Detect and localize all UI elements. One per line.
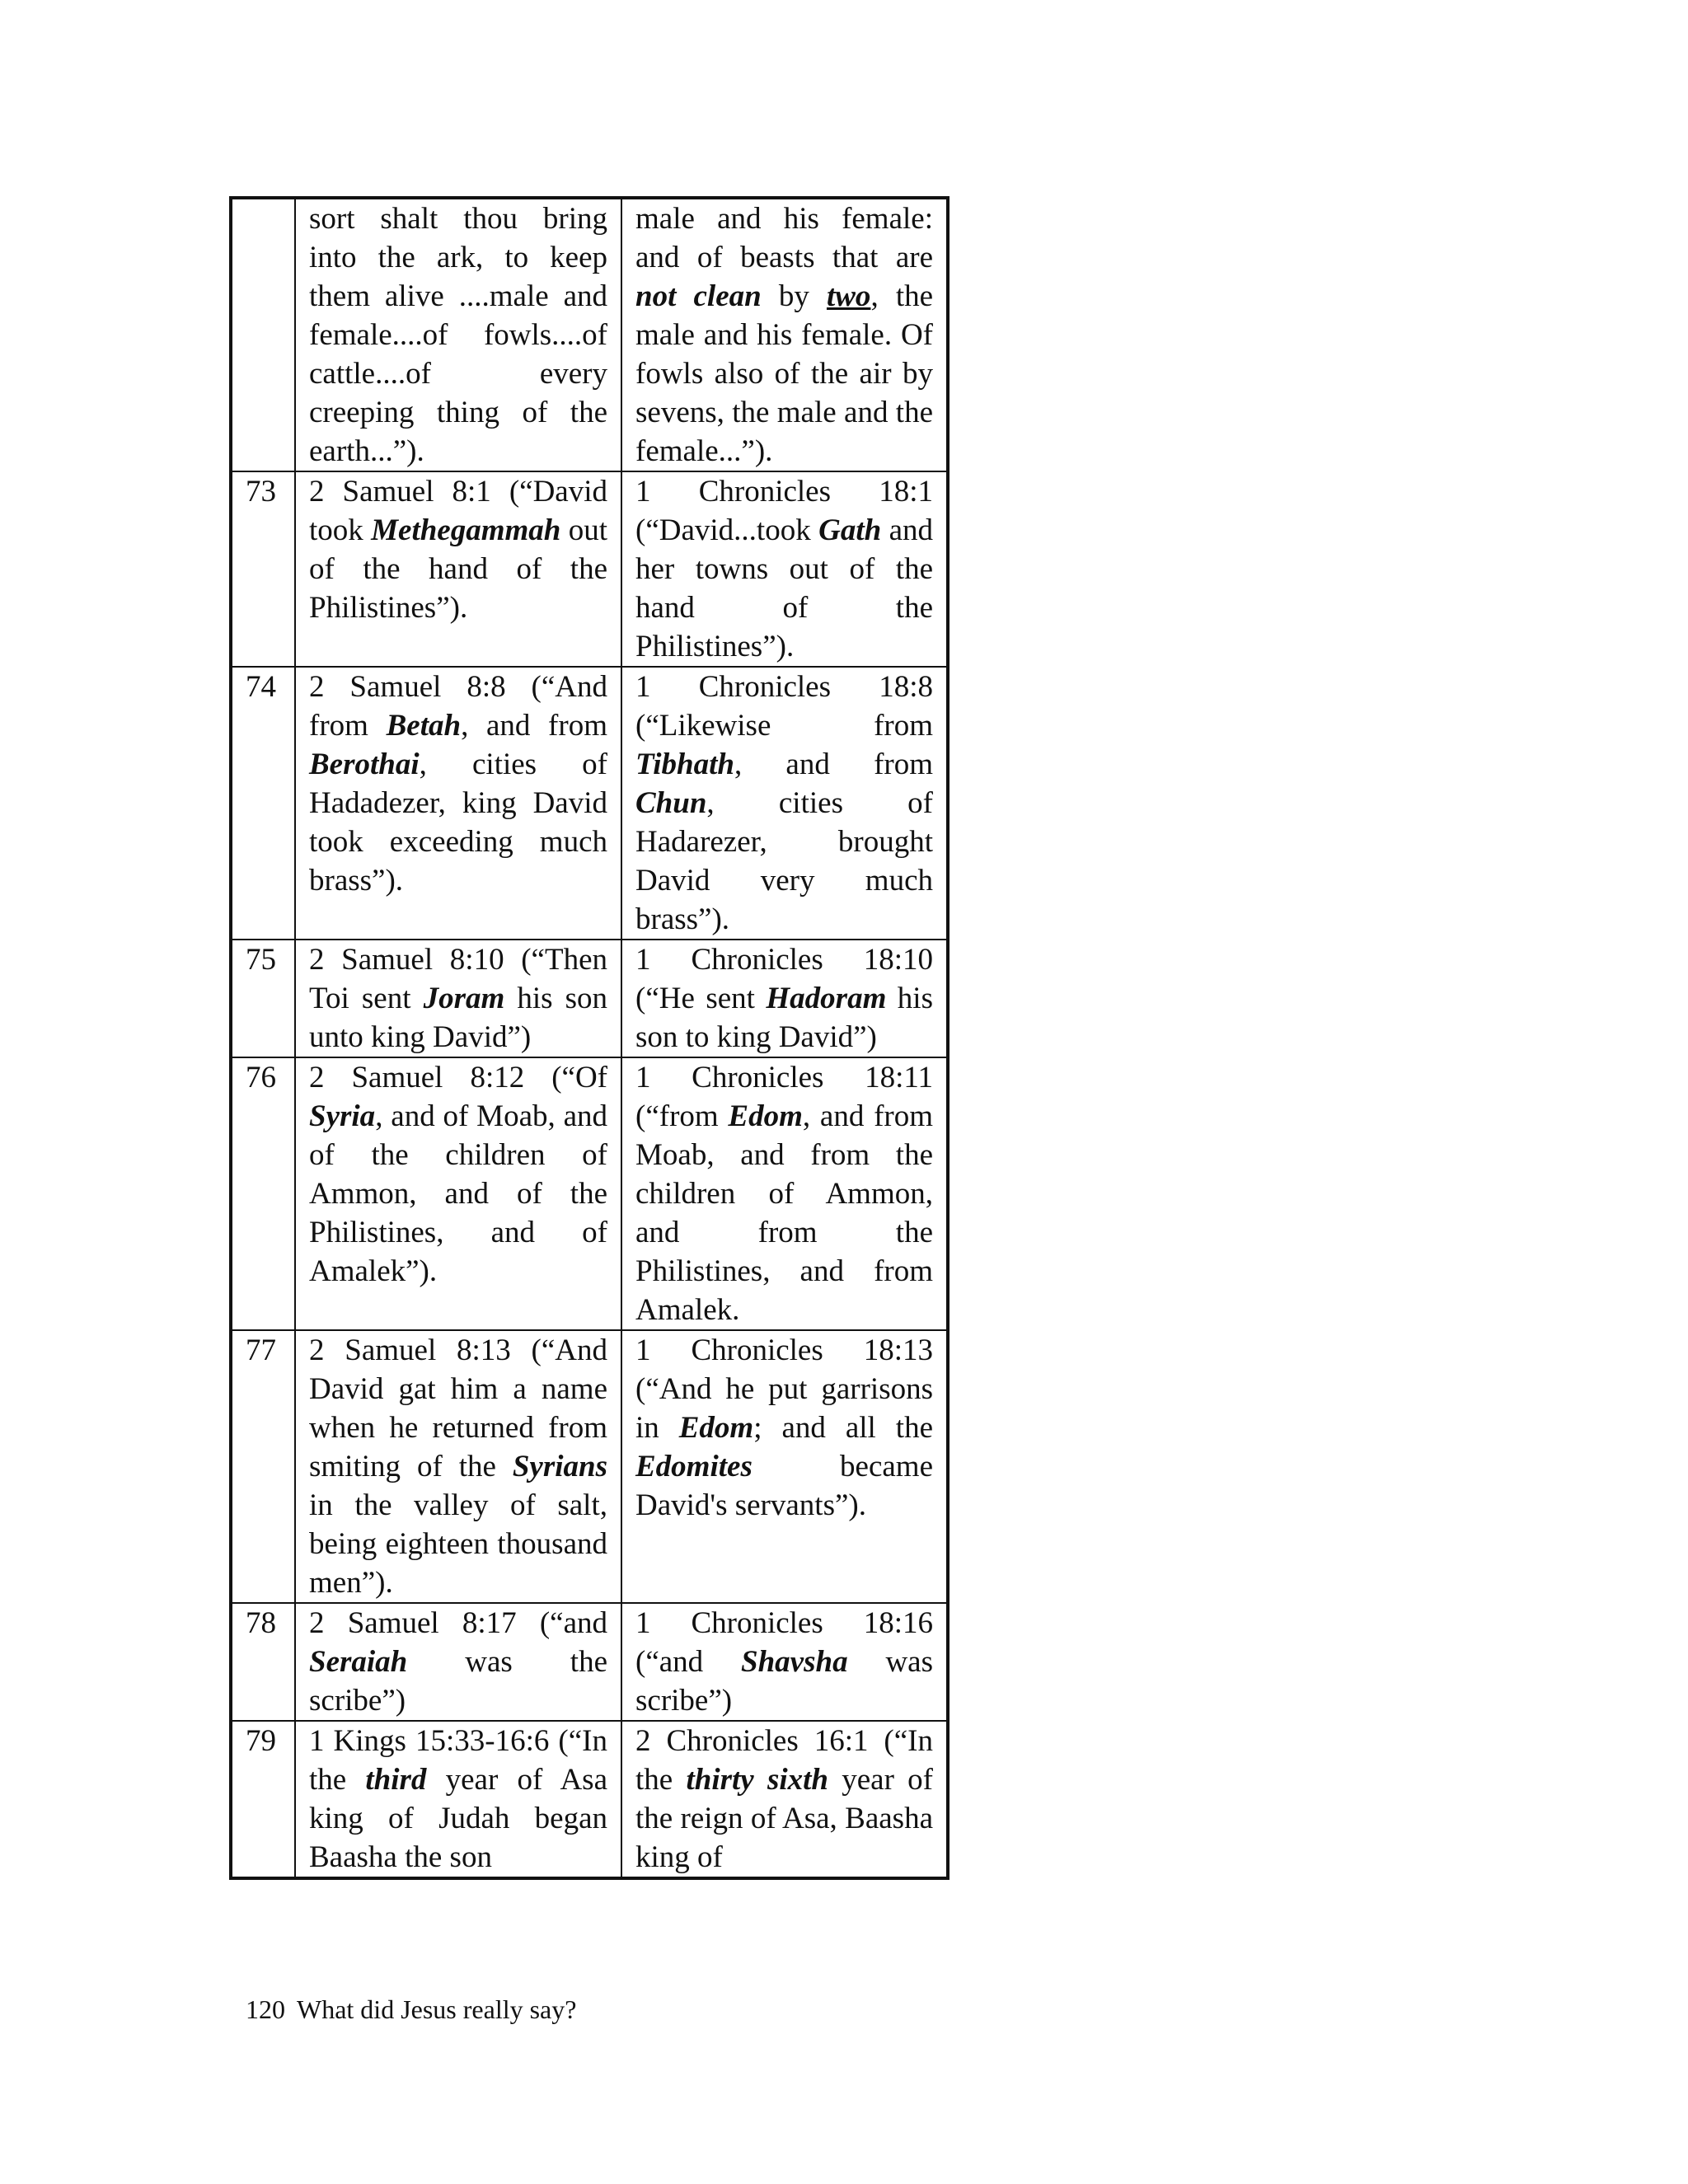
- emphasized-text: Berothai: [309, 748, 420, 781]
- emphasized-text: thirty sixth: [686, 1763, 828, 1797]
- row-number-cell: [231, 667, 295, 940]
- passage-b-text: [635, 940, 933, 1057]
- row-number: 78: [246, 1606, 276, 1640]
- table-row: [231, 1721, 948, 1878]
- contradictions-table-body: [231, 198, 948, 1878]
- emphasized-text: Joram: [423, 982, 505, 1015]
- emphasized-text: Chun: [635, 786, 707, 820]
- contradictions-table: [229, 196, 950, 1880]
- emphasized-text: Methegammah: [371, 513, 561, 547]
- passage-b-cell: [621, 471, 948, 667]
- text-run: out of the hand of the Philistines”).: [309, 513, 607, 625]
- row-number: 79: [246, 1724, 276, 1758]
- emphasized-text: Gath: [818, 513, 882, 547]
- passage-a-cell: [295, 1330, 621, 1603]
- text-run: year of Asa king of Judah began Baasha the son: [309, 1763, 607, 1874]
- passage-b-text: [635, 1331, 933, 1525]
- text-run: 1 Chronicles 18:11 (“from: [635, 1061, 933, 1133]
- text-run: 2 Chronicles 16:1 (“In the: [635, 1724, 933, 1797]
- passage-b-text: [635, 1058, 933, 1329]
- text-run: , the male and his female. Of fowls also of the air by sevens, the male and the female...”).: [635, 279, 934, 468]
- passage-a-cell: [295, 471, 621, 667]
- passage-a-text: [309, 472, 607, 627]
- table-row: [231, 1603, 948, 1721]
- passage-a-text: [309, 1604, 607, 1720]
- text-run: 1 Chronicles 18:16 (“and: [635, 1606, 933, 1679]
- passage-b-cell: [621, 198, 948, 471]
- text-run: 2 Samuel 8:8 (“And from: [309, 670, 607, 743]
- text-run: , and from: [461, 709, 607, 743]
- text-run: year of the reign of Asa, Baasha king of: [635, 1763, 933, 1874]
- emphasized-text: Seraiah: [309, 1645, 408, 1679]
- text-run: was scribe”): [635, 1645, 933, 1718]
- text-run: , cities of Hadadezer, king David took exceeding much brass”).: [309, 748, 607, 898]
- row-number-cell: [231, 1603, 295, 1721]
- text-run: sort shalt thou bring into the ark, to keep them alive ....male and female....of fowls....of cattle....of every creeping thing of the earth...”).: [309, 202, 607, 468]
- emphasized-text: not clean: [635, 279, 762, 313]
- text-run: became David's servants”).: [635, 1450, 933, 1522]
- text-run: was the scribe”): [309, 1645, 607, 1718]
- emphasized-text: Shavsha: [741, 1645, 848, 1679]
- emphasized-text: Syrians: [512, 1450, 607, 1483]
- text-run: 2 Samuel 8:17 (“and: [309, 1606, 607, 1640]
- emphasized-text: Edom: [728, 1099, 803, 1133]
- text-run: 1 Chronicles 18:1 (“David...took: [635, 475, 933, 547]
- passage-b-cell: [621, 1603, 948, 1721]
- text-run: by: [761, 279, 827, 313]
- text-run: , cities of Hadarezer, brought David very much brass”).: [635, 786, 933, 936]
- passage-a-text: [309, 199, 607, 471]
- passage-b-text: [635, 1604, 933, 1720]
- text-run: 2 Samuel 8:1 (“David took: [309, 475, 607, 547]
- passage-a-text: [309, 940, 607, 1057]
- text-run: and her towns out of the hand of the Philistines”).: [635, 513, 933, 663]
- emphasized-text: Hadoram: [766, 982, 887, 1015]
- passage-b-text: [635, 1722, 933, 1877]
- passage-a-text: [309, 668, 607, 900]
- passage-a-cell: [295, 1603, 621, 1721]
- text-run: 1 Chronicles 18:8 (“Likewise from: [635, 670, 933, 743]
- text-run: , and of Moab, and of the children of Ammon, and of the Philistines, and of Amalek”).: [309, 1099, 607, 1288]
- passage-b-text: [635, 472, 933, 666]
- page-number: 120: [246, 1994, 285, 2024]
- text-run: his son unto king David”): [309, 982, 607, 1054]
- passage-b-text: [635, 668, 933, 939]
- emphasized-text: two: [826, 279, 871, 313]
- row-number-cell: [231, 471, 295, 667]
- passage-b-cell: [621, 1057, 948, 1330]
- table-row: [231, 198, 948, 471]
- emphasized-text: Betah: [386, 709, 462, 743]
- passage-b-cell: [621, 1721, 948, 1878]
- passage-a-cell: [295, 1057, 621, 1330]
- passage-a-text: [309, 1058, 607, 1291]
- passage-a-cell: [295, 198, 621, 471]
- passage-a-cell: [295, 667, 621, 940]
- row-number: 76: [246, 1061, 276, 1094]
- running-title: What did Jesus really say?: [297, 1994, 577, 2024]
- text-run: ; and all the: [753, 1411, 933, 1445]
- table-row: [231, 667, 948, 940]
- row-number: 73: [246, 475, 276, 509]
- text-run: 2 Samuel 8:12 (“Of: [309, 1061, 607, 1094]
- table-row: [231, 1330, 948, 1603]
- row-number-cell: [231, 1330, 295, 1603]
- passage-b-cell: [621, 940, 948, 1057]
- emphasized-text: Edom: [678, 1411, 754, 1445]
- emphasized-text: Edomites: [635, 1450, 753, 1483]
- text-run: , and from Moab, and from the children of Ammon, and from the Philistines, and from Amalek.: [635, 1099, 933, 1327]
- table-row: [231, 471, 948, 667]
- row-number: 75: [246, 943, 276, 977]
- row-number-cell: [231, 1057, 295, 1330]
- passage-a-text: [309, 1722, 607, 1877]
- text-run: in the valley of salt, being eighteen thousand men”).: [309, 1488, 607, 1600]
- text-run: male and his female: and of beasts that are: [635, 202, 933, 274]
- text-run: 2 Samuel 8:13 (“And David gat him a name when he returned from smiting of the: [309, 1333, 607, 1483]
- passage-b-cell: [621, 1330, 948, 1603]
- text-run: 2 Samuel 8:10 (“Then Toi sent: [309, 943, 607, 1015]
- passage-a-text: [309, 1331, 607, 1602]
- row-number-cell: [231, 940, 295, 1057]
- text-run: 1 Chronicles 18:13 (“And he put garrisons in: [635, 1333, 933, 1445]
- passage-a-cell: [295, 1721, 621, 1878]
- emphasized-text: Tibhath: [635, 748, 734, 781]
- table-row: [231, 1057, 948, 1330]
- emphasized-text: Syria: [309, 1099, 376, 1133]
- table-row: [231, 940, 948, 1057]
- passage-a-cell: [295, 940, 621, 1057]
- text-run: , and from: [734, 748, 933, 781]
- text-run: 1 Kings 15:33-16:6 (“In the: [309, 1724, 607, 1797]
- row-number-cell: [231, 198, 295, 471]
- text-run: 1 Chronicles 18:10 (“He sent: [635, 943, 933, 1015]
- text-run: his son to king David”): [635, 982, 933, 1054]
- row-number: 77: [246, 1333, 276, 1367]
- passage-b-text: [635, 199, 933, 471]
- page-footer: [246, 1993, 576, 2026]
- row-number-cell: [231, 1721, 295, 1878]
- emphasized-text: third: [365, 1763, 427, 1797]
- passage-b-cell: [621, 667, 948, 940]
- row-number: 74: [246, 670, 276, 704]
